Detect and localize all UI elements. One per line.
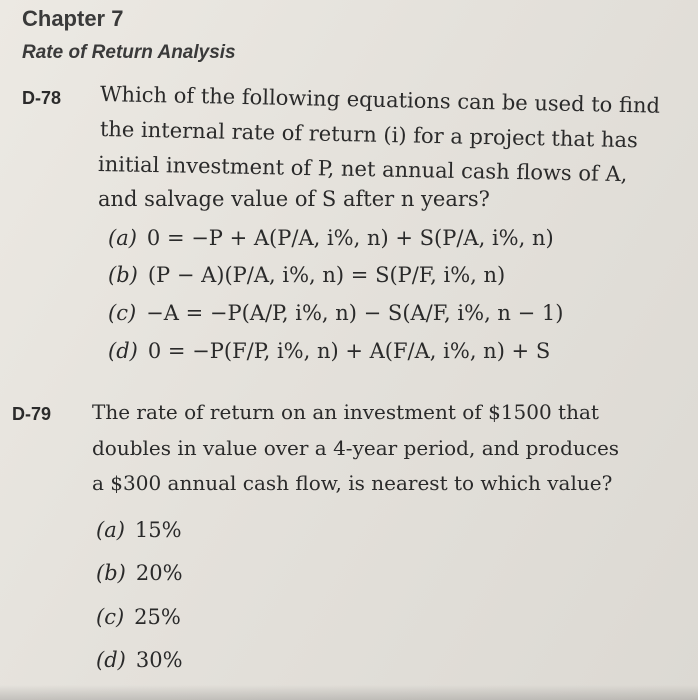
question-text-line: initial investment of P, net annual cash flows of A, — [97, 152, 628, 187]
option-text: 25% — [134, 605, 181, 629]
answer-option — [108, 226, 554, 250]
option-text: −A = −P(A/P, i%, n) − S(A/F, i%, n − 1) — [146, 301, 564, 325]
option-label: (a) — [108, 226, 137, 250]
question-number: D-78 — [22, 88, 62, 108]
page-bottom-shadow — [0, 685, 698, 700]
question-text-line: and salvage value of S after n years? — [98, 187, 490, 211]
option-text: 20% — [135, 561, 183, 585]
question-text-line: doubles in value over a 4-year period, and produces — [92, 436, 620, 460]
option-label: (d) — [96, 648, 126, 672]
option-text: 0 = −P(F/P, i%, n) + A(F/A, i%, n) + S — [147, 339, 551, 363]
question-number: D-79 — [12, 404, 52, 424]
option-text: 30% — [135, 648, 183, 672]
option-label: (c) — [96, 605, 125, 629]
option-label: (a) — [96, 518, 125, 542]
question-text-line: The rate of return on an investment of $1500 that — [92, 400, 599, 424]
option-label: (c) — [108, 301, 137, 325]
option-text: 15% — [134, 518, 182, 542]
option-label: (b) — [96, 561, 126, 585]
option-label: (d) — [108, 339, 138, 363]
answer-option — [108, 301, 563, 325]
question-text-line: the internal rate of return (i) for a project that has — [99, 117, 639, 153]
chapter-subtitle: Rate of Return Analysis — [22, 42, 236, 63]
option-label: (b) — [108, 263, 138, 287]
question-text-line: a $300 annual cash flow, is nearest to which value? — [92, 471, 613, 495]
answer-option — [108, 263, 505, 287]
option-text: 0 = −P + A(P/A, i%, n) + S(P/A, i%, n) — [146, 226, 554, 250]
chapter-title: Chapter 7 — [22, 6, 124, 31]
question-text-line: Which of the following equations can be used to find — [99, 82, 661, 118]
option-text: (P − A)(P/A, i%, n) = S(P/F, i%, n) — [147, 263, 506, 287]
answer-option — [96, 518, 182, 542]
answer-option — [108, 339, 550, 363]
answer-option — [96, 648, 183, 672]
answer-option — [96, 605, 181, 629]
answer-option — [96, 561, 183, 585]
